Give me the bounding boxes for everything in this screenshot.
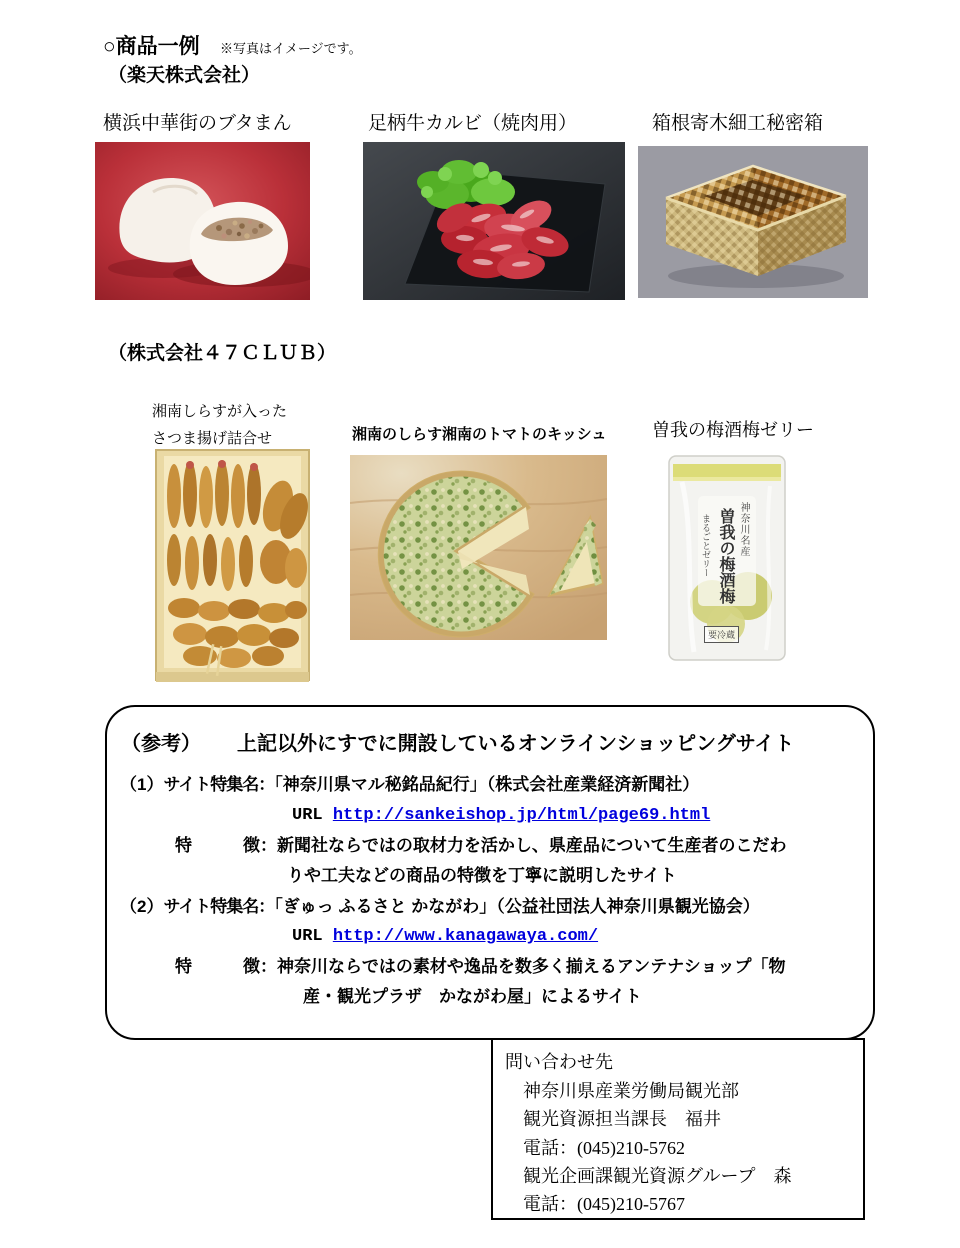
reference-item2-name-row: [120, 895, 760, 919]
page-title: ○商品一例: [103, 35, 200, 58]
product-label-quiche: 湘南のしらす湘南のトマトのキッシュ: [352, 426, 607, 443]
ume-jelly-pouch-image: [664, 452, 790, 664]
satsumaage-box-image: [150, 448, 315, 688]
photo-disclaimer-note: ※写真はイメージです。: [220, 41, 362, 56]
reference-item1-name-row: [120, 773, 699, 797]
reference-box: [105, 705, 875, 1040]
company-rakuten-heading: （楽天株式会社）: [108, 65, 261, 86]
product-label-butaman: 横浜中華街のブタまん: [103, 113, 292, 134]
beef-kalbi-illustration: [363, 142, 625, 300]
reference-item2-feature-cont-row: [303, 985, 642, 1009]
product-label-satsumaage-line2: さつま揚げ詰合せ: [152, 431, 273, 447]
contact-person-2: 観光企画課観光資源グループ 森: [523, 1166, 792, 1186]
jelly-package-name-text: 曽我の梅酒梅: [717, 508, 734, 604]
contact-box: [491, 1038, 865, 1220]
contact-title: 問い合わせ先: [505, 1052, 613, 1072]
reference-item1-url-row: [292, 804, 710, 828]
item2-number: （2）: [120, 897, 164, 916]
item1-url-link[interactable]: http://sankeishop.jp/html/page69.html: [332, 806, 711, 825]
item2-url-link[interactable]: http://www.kanagawaya.com/: [332, 927, 599, 946]
product-label-ume-jelly: 曽我の梅酒梅ゼリー: [652, 420, 814, 440]
pork-buns-image: [95, 142, 310, 300]
product-label-kalbi: 足柄牛カルビ（焼肉用）: [368, 113, 578, 134]
jelly-package-subtitle-text: まるごとゼリー: [701, 514, 711, 577]
reference-item2-url-row: [292, 925, 598, 949]
item1-feature-label: 特 徴：: [175, 836, 277, 855]
item2-feature-line2: 産・観光プラザ かながわ屋」によるサイト: [303, 987, 642, 1006]
jelly-storage-badge: 要冷蔵: [704, 626, 739, 643]
reference-heading-title: 上記以外にすでに開設しているオンラインショッピングサイト: [237, 733, 795, 755]
product-label-satsumaage-line1: 湘南しらすが入った: [152, 404, 288, 420]
reference-item1-feature-cont-row: [287, 864, 677, 888]
item1-url-label: URL: [292, 806, 323, 825]
reference-item1-feature-row: [175, 834, 787, 858]
item1-site-label: サイト特集名：: [163, 775, 275, 794]
contact-department: 神奈川県産業労働局観光部: [523, 1081, 739, 1101]
item1-site-name: 「神奈川県マル秘銘品紀行」（株式会社産業経済新聞社）: [274, 775, 700, 794]
item2-site-label: サイト特集名：: [163, 897, 275, 916]
reference-item2-feature-row: [175, 955, 785, 979]
product-label-yosegi: 箱根寄木細工秘密箱: [652, 113, 824, 134]
item1-feature-line1: 新聞社ならではの取材力を活かし、県産品について生産者のこだわ: [277, 836, 787, 855]
jelly-package-origin-text: 神奈川名産: [738, 502, 749, 557]
contact-phone-1: 電話：(045)210-5762: [523, 1138, 685, 1158]
shirasu-quiche-image: [350, 455, 607, 640]
reference-heading: [121, 727, 794, 756]
yosegi-box-image: [638, 146, 868, 298]
item1-number: （1）: [120, 775, 164, 794]
reference-heading-label: （参考）: [121, 733, 201, 755]
item2-feature-label: 特 徴：: [175, 957, 277, 976]
item2-url-label: URL: [292, 927, 323, 946]
company-47club-heading: （株式会社４７ＣＬＵＢ）: [108, 343, 337, 364]
item2-feature-line1: 神奈川ならではの素材や逸品を数多く揃えるアンテナショップ「物: [277, 957, 786, 976]
item2-site-name: 「ぎゅっ ふるさと かながわ」（公益社団法人神奈川県観光協会）: [274, 897, 760, 916]
item1-feature-line2: りや工夫などの商品の特徴を丁寧に説明したサイト: [287, 866, 677, 885]
quiche-illustration: [350, 455, 607, 640]
contact-person-1: 観光資源担当課長 福井: [523, 1109, 721, 1129]
contact-phone-2: 電話：(045)210-5767: [523, 1194, 685, 1214]
satsumaage-illustration: [150, 448, 315, 688]
pork-buns-illustration: [95, 142, 310, 300]
beef-kalbi-image: [363, 142, 625, 300]
yosegi-box-illustration: [638, 146, 868, 298]
